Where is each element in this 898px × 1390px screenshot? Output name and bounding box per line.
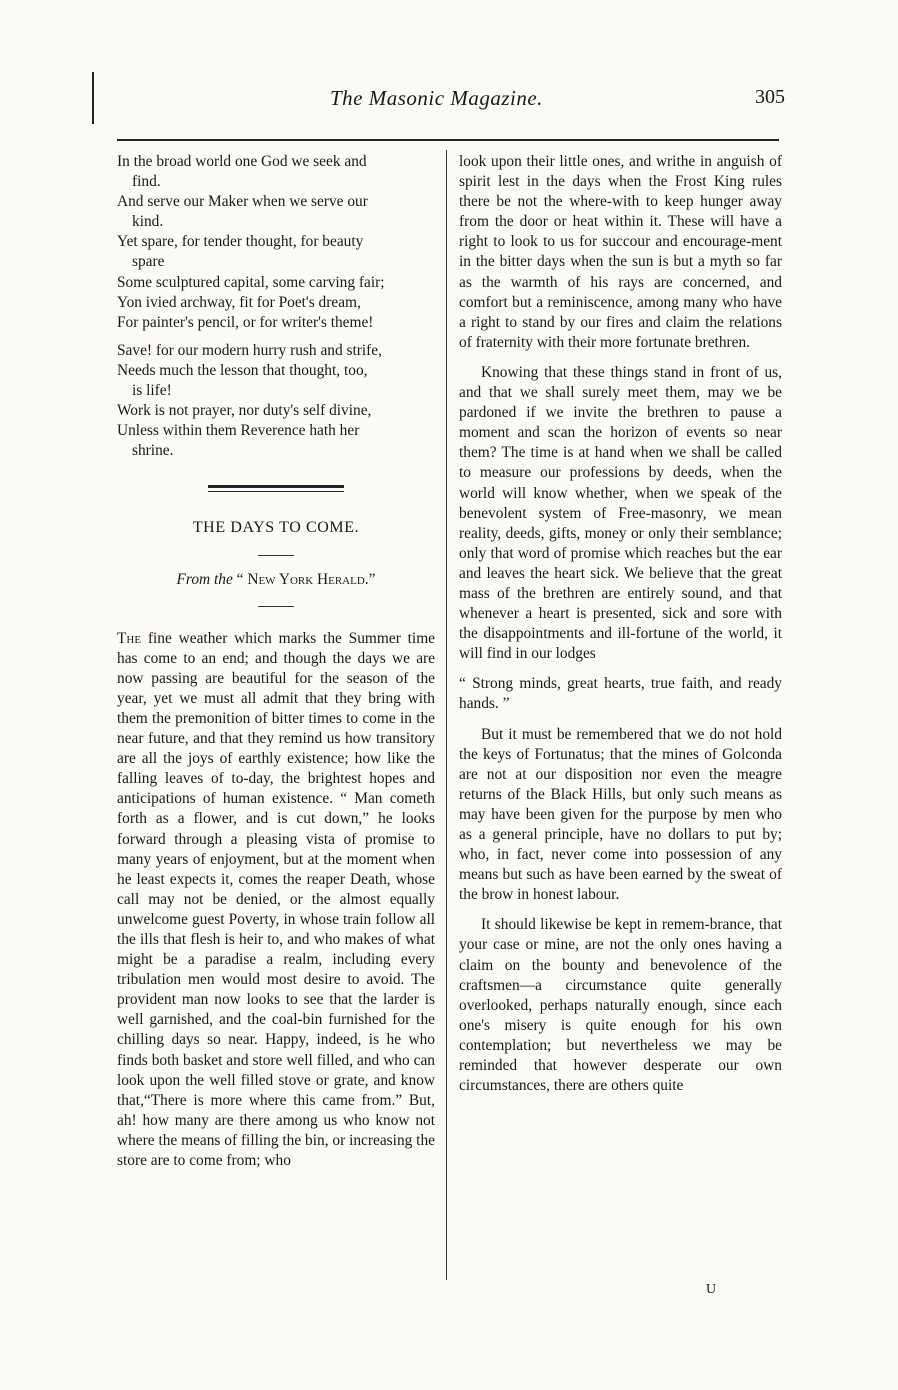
poem-line: spare bbox=[132, 253, 165, 271]
poem-line: shrine. bbox=[132, 442, 174, 460]
poem-line: Some sculptured capital, some carving fair; bbox=[117, 273, 385, 291]
poem bbox=[117, 152, 435, 461]
left-column bbox=[117, 152, 435, 1171]
quotation: “ Strong minds, great hearts, true faith, and ready hands. ” bbox=[459, 675, 782, 713]
article-paragraph: Knowing that these things stand in front of us, and that we shall surely meet them, may we be pardoned if we invite the brethren to pause a moment and scan the horizon of events so near them? The time is at hand when we shall be called to measure our professions by deeds, when the world will know whether, when we speak of the benevolent system of Free-masonry, we mean reality, deeds, gifts, money or only their semblance; only that word of promise which reaches but the ear and leaves the heart sick. We believe that the great mass of the brethren are entirely sound, and that whenever a heart is presented, sick and sore with the disappointments and ill-fortune of the world, it will find in our lodges bbox=[459, 363, 782, 663]
poem-line: kind. bbox=[132, 213, 164, 231]
poem-line: Unless within them Reverence hath her bbox=[117, 422, 360, 440]
poem-stanza bbox=[117, 341, 435, 462]
running-title: The Masonic Magazine. bbox=[330, 86, 543, 110]
poem-line: find. bbox=[132, 173, 161, 191]
poem-line: Work is not prayer, nor duty's self divine, bbox=[117, 402, 372, 420]
poem-stanza bbox=[117, 152, 435, 333]
page-number: 305 bbox=[755, 86, 785, 108]
article-source bbox=[117, 570, 435, 590]
poem-line: Needs much the lesson that thought, too, bbox=[117, 361, 368, 379]
short-rule bbox=[258, 555, 294, 556]
decorative-rule bbox=[208, 485, 344, 492]
short-rule bbox=[258, 606, 294, 607]
paragraph-text: fine weather which marks the Summer time has come to an end; and though the days we are now passing are beautiful for the season of the year, yet we must all admit that they bring with them the premonition of bitter times to come in the near future, and that they remind us how transitory are all the joys of earthly existence; how like the falling leaves of to-day, the brightest hopes and anticipations of human existence. “ Man cometh forth as a flower, and is cut down,” he looks forward through a pleasing vista of promise to many years of enjoyment, but at the moment when he least expects it, comes the reaper Death, whose call may not be denied, or the almost equally unwelcome guest Poverty, in whose train follow all the ills that flesh is heir to, and who makes of what might be a paradise a realm, including every tribulation men would most desire to avoid. The provident man now looks to see that the larder is well garnished, and the coal-bin furnished for the chilling days so near. Happy, indeed, is he who finds both basket and store well filled, and who can look upon the well filled stove or grate, and know that,“There is more where this came from.” But, ah! how many are there among us who know not where the means of filling the bin, or increasing the store are to come from; who bbox=[117, 629, 435, 1170]
poem-line: Save! for our modern hurry rush and strife, bbox=[117, 341, 382, 359]
article-paragraph: look upon their little ones, and writhe in anguish of spirit lest in the days when the Frost King rules there be not the where-with to keep hunger away from the door or heat within it. These will have a right to look to us for succour and encourage-ment in the bitter days when the sun is but a myth so far as the warmth of his rays are concerned, and comfort but a reminiscence, among many who have a right to stand by our fires and claim the relations of fraternity with their more fortunate brethren. bbox=[459, 153, 782, 351]
poem-line: And serve our Maker when we serve our bbox=[117, 193, 368, 211]
source-prefix: From the bbox=[176, 570, 233, 588]
article-paragraph bbox=[117, 629, 435, 1172]
poem-line: is life! bbox=[132, 382, 172, 400]
poem-line: In the broad world one God we seek and bbox=[117, 153, 367, 170]
article-title: THE DAYS TO COME. bbox=[192, 519, 360, 537]
article-paragraph: It should likewise be kept in remem-brance, that your case or mine, are not the only ones having a claim on the bounty and benevolence of the craftsmen—a circumstance quite generally overlooked, perhaps naturally enough, since each one's misery is quite enough for his own contemplation; but nevertheless we may be reminded that however desperate our own circumstances, there are others quite bbox=[459, 916, 782, 1095]
source-name: “ New York Herald.” bbox=[236, 570, 376, 588]
right-column bbox=[459, 152, 782, 1106]
opening-word: The bbox=[117, 629, 142, 647]
poem-line: Yet spare, for tender thought, for beauty bbox=[117, 233, 364, 251]
signature-mark: U bbox=[706, 1282, 717, 1297]
column-divider bbox=[446, 150, 447, 1280]
margin-rule bbox=[92, 72, 94, 124]
article-paragraph: But it must be remembered that we do not hold the keys of Fortunatus; that the mines of Golconda are not at our disposition nor even the meagre returns of the Black Hills, but only such means as may have been given for the purpose by men who as a general principle, have no dollars to put by; who, in fact, never come into possession of any means but such as have been earned by the sweat of the brow in honest labour. bbox=[459, 725, 782, 904]
poem-line: For painter's pencil, or for writer's theme! bbox=[117, 313, 374, 331]
poem-line: Yon ivied archway, fit for Poet's dream, bbox=[117, 293, 361, 311]
header-rule bbox=[117, 139, 779, 141]
